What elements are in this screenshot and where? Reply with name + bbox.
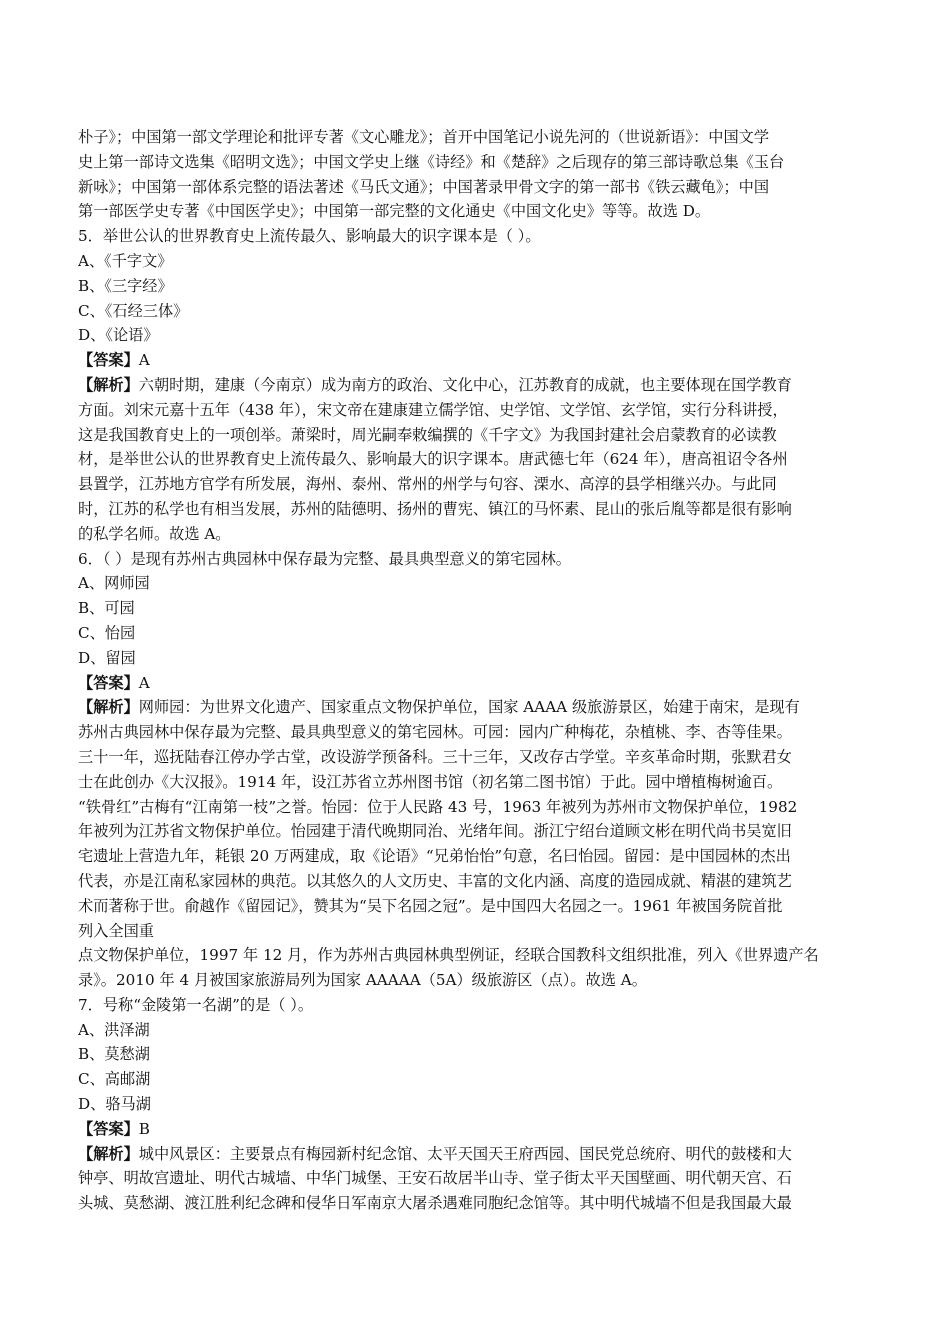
option-c: C、怡园: [78, 623, 136, 642]
question-stem: 5．举世公认的世界教育史上流传最久、影响最大的识字课本是（ ）。: [78, 227, 541, 246]
analysis-line: 苏州古典园林中保存最为完整、最具典型意义的第宅园林。可园：园内广种梅花，杂植桃、李、杏等佳果。: [78, 723, 792, 742]
analysis-line: 宅遗址上营造九年，耗银 20 万两建成，取《论语》“兄弟怡怡”句意，名曰怡园。留园：是中国园林的杰出: [78, 847, 791, 866]
question-block: [78, 224, 874, 546]
analysis-line: 时，江苏的私学也有相当发展，苏州的陆德明、扬州的曹宪、镇江的马怀素、昆山的张后胤等都是很有影响: [78, 499, 792, 518]
analysis-line: 术而著称于世。俞越作《留园记》，赞其为“吴下名园之冠”。是中国四大名园之一。1961 年被国务院首批: [78, 896, 783, 915]
analysis-line: 的私学名师。故选 A。: [78, 524, 231, 543]
answer-value: B: [138, 1119, 150, 1138]
analysis-line: 方面。刘宋元嘉十五年（438 年），宋文帝在建康建立儒学馆、史学馆、文学馆、玄学馆，实行分科讲授，: [78, 400, 788, 419]
option-b: B、《三字经》: [78, 276, 173, 295]
text-line: 史上第一部诗文选集《昭明文选》；中国文学史上继《诗经》和《楚辞》之后现存的第三部诗歌总集《玉台: [78, 152, 785, 171]
analysis-tag: 【解析】: [78, 1144, 139, 1163]
option-a: A、洪泽湖: [78, 1020, 150, 1039]
answer-tag: 【答案】: [78, 351, 139, 370]
answer-tag: 【答案】: [78, 1119, 139, 1138]
analysis-line: “铁骨红”古梅有“江南第一枝”之誉。怡园：位于人民路 43 号，1963 年被列为苏州市文物保护单位，1982: [78, 797, 798, 816]
analysis-tag: 【解析】: [78, 375, 139, 394]
analysis-line: 代表，亦是江南私家园林的典范。以其悠久的人文历史、丰富的文化内涵、高度的造园成就、精湛的建筑艺: [78, 871, 792, 890]
analysis-text: 城中风景区：主要景点有梅园新村纪念馆、太平天国天王府西园、国民党总统府、明代的鼓楼和大: [138, 1144, 792, 1163]
answer-tag: 【答案】: [78, 673, 139, 692]
question-stem: 7．号称“金陵第一名湖”的是（ ）。: [78, 995, 314, 1014]
text-line: 朴子》；中国第一部文学理论和批评专著《文心雕龙》；首开中国笔记小说先河的（世说新语》：中国文学: [78, 128, 770, 146]
analysis-line: 这是我国教育史上的一项创举。萧梁时，周光嗣奉敕编撰的《千字文》为我国封建社会启蒙教育的必读教: [78, 425, 777, 444]
analysis-line: 头城、莫愁湖、渡江胜利纪念碑和侵华日军南京大屠杀遇难同胞纪念馆等。其中明代城墙不但是我国最大最: [78, 1194, 792, 1213]
question-stem: 6．（ ）是现有苏州古典园林中保存最为完整、最具典型意义的第宅园林。: [78, 549, 571, 568]
analysis-line: [78, 1142, 874, 1167]
option-a: A、《千字文》: [78, 251, 173, 270]
question-block: [78, 993, 874, 1216]
text-line: 新咏》；中国第一部体系完整的语法著述《马氏文通》；中国著录甲骨文字的第一部书《铁云藏龟》；中国: [78, 177, 770, 196]
answer-value: A: [138, 673, 150, 692]
answer-line: [78, 1117, 874, 1142]
analysis-line: 年被列为江苏省文物保护单位。怡园建于清代晚期同治、光绪年间。浙江宁绍台道顾文彬在明代尚书吴宽旧: [78, 822, 792, 841]
option-b: B、可园: [78, 599, 135, 618]
analysis-tag: 【解析】: [78, 698, 139, 717]
analysis-line: 点文物保护单位，1997 年 12 月，作为苏州古典园林典型例证，经联合国教科文组织批准，列入《世界遗产名: [78, 946, 819, 965]
analysis-line: 录》。2010 年 4 月被国家旅游局列为国家 AAAAA（5A）级旅游区（点）。故选 A。: [78, 971, 647, 990]
answer-line: [78, 348, 874, 373]
analysis-line: 三十一年，巡抚陆春江停办学古堂，改设游学预备科。三十三年，又改存古学堂。辛亥革命时期，张默君女: [78, 747, 792, 766]
question-block: [78, 547, 874, 993]
option-d: D、骆马湖: [78, 1095, 151, 1114]
answer-value: A: [138, 351, 150, 370]
analysis-text: 网师园：为世界文化遗产、国家重点文物保护单位，国家 AAAA 级旅游景区，始建于南宋，是现有: [138, 698, 800, 717]
option-c: C、《石经三体》: [78, 301, 189, 320]
document-page: [78, 125, 874, 1216]
text-line: 第一部医学史专著《中国医学史》；中国第一部完整的文化通史《中国文化史》等等。故选 D。: [78, 202, 711, 221]
option-c: C、高邮湖: [78, 1070, 151, 1089]
answer-line: [78, 671, 874, 696]
analysis-line: 士在此创办《大汉报》。1914 年，设江苏省立苏州图书馆（初名第二图书馆）于此。园中增植梅树逾百。: [78, 772, 783, 791]
analysis-line: 钟亭、明故宫遗址、明代古城墙、中华门城堡、王安石故居半山寺、堂子街太平天国壁画、明代朝天宫、石: [78, 1169, 792, 1188]
analysis-line: 县置学，江苏地方官学有所发展，海州、泰州、常州的州学与句容、溧水、高淳的县学相继兴办。与此同: [78, 475, 777, 494]
option-d: D、留园: [78, 648, 136, 667]
option-a: A、网师园: [78, 574, 150, 593]
analysis-line: [78, 695, 874, 720]
option-d: D、《论语》: [78, 326, 159, 345]
analysis-line: [78, 373, 874, 398]
analysis-line: 列入全国重: [78, 921, 154, 940]
analysis-line: 材，是举世公认的世界教育史上流传最久、影响最大的识字课本。唐武德七年（624 年），唐高祖诏令各州: [78, 450, 788, 469]
continuation-paragraph: [78, 125, 874, 224]
option-b: B、莫愁湖: [78, 1045, 150, 1064]
analysis-text: 六朝时期，建康（今南京）成为南方的政治、文化中心，江苏教育的成就，也主要体现在国学教育: [138, 375, 792, 394]
